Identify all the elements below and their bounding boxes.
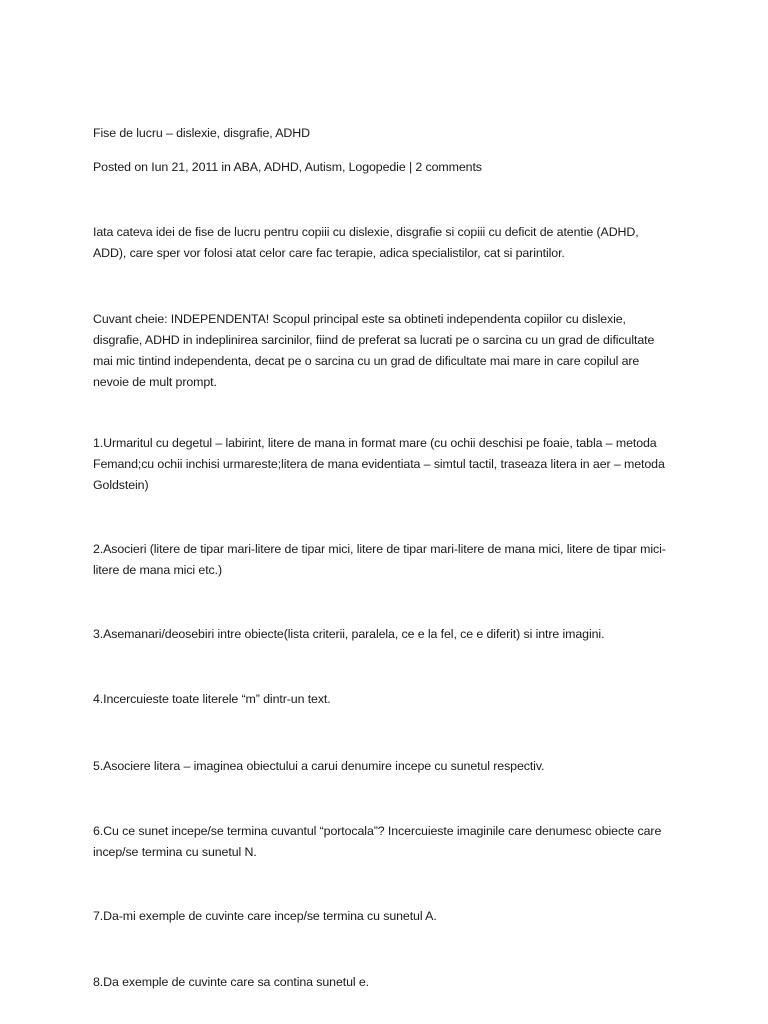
list-item-3: 3.Asemanari/deosebiri intre obiecte(lista criterii, paralela, ce e la fel, ce e diferit) si intre imagini. [93, 627, 605, 641]
keyword-paragraph: Cuvant cheie: INDEPENDENTA! Scopul principal este sa obtineti independenta copiilor cu dislexie, disgrafie, ADHD in indeplinirea sarcinilor, fiind de preferat sa lucrati pe o sarcina cu un grad de dificultate mai mic tintind independenta, decat pe o sarcina cu un grad de dificultate mai mare in care copilul are nevoie de mult prompt. [93, 312, 655, 389]
intro-paragraph: Iata cateva idei de fise de lucru pentru copiii cu dislexie, disgrafie si copiii cu deficit de atentie (ADHD, ADD), care sper vor folosi atat celor care fac terapie, adica specialistilor, cat si parintilor. [93, 225, 639, 260]
post-meta: Posted on Iun 21, 2011 in ABA, ADHD, Autism, Logopedie | 2 comments [93, 160, 482, 174]
list-item-7: 7.Da-mi exemple de cuvinte care incep/se termina cu sunetul A. [93, 909, 437, 923]
list-item-2: 2.Asocieri (litere de tipar mari-litere de tipar mici, litere de tipar mari-litere de mana mici, litere de tipar mici-litere de mana mici etc.) [93, 542, 666, 577]
list-item-1: 1.Urmaritul cu degetul – labirint, litere de mana in format mare (cu ochii deschisi pe foaie, tabla – metoda Femand;cu ochii inchisi urmareste;litera de mana evidentiata – simtul tactil, traseaza litera in aer – metoda Goldstein) [93, 436, 665, 492]
list-item-4: 4.Incercuieste toate literele “m” dintr-un text. [93, 692, 331, 706]
list-item-5: 5.Asociere litera – imaginea obiectului a carui denumire incepe cu sunetul respectiv. [93, 759, 545, 773]
post-title: Fise de lucru – dislexie, disgrafie, ADHD [93, 126, 310, 140]
list-item-8: 8.Da exemple de cuvinte care sa contina sunetul e. [93, 975, 370, 989]
list-item-6: 6.Cu ce sunet incepe/se termina cuvantul “portocala”? Incercuieste imaginile care denumesc obiecte care incep/se termina cu sunetul N. [93, 824, 662, 859]
